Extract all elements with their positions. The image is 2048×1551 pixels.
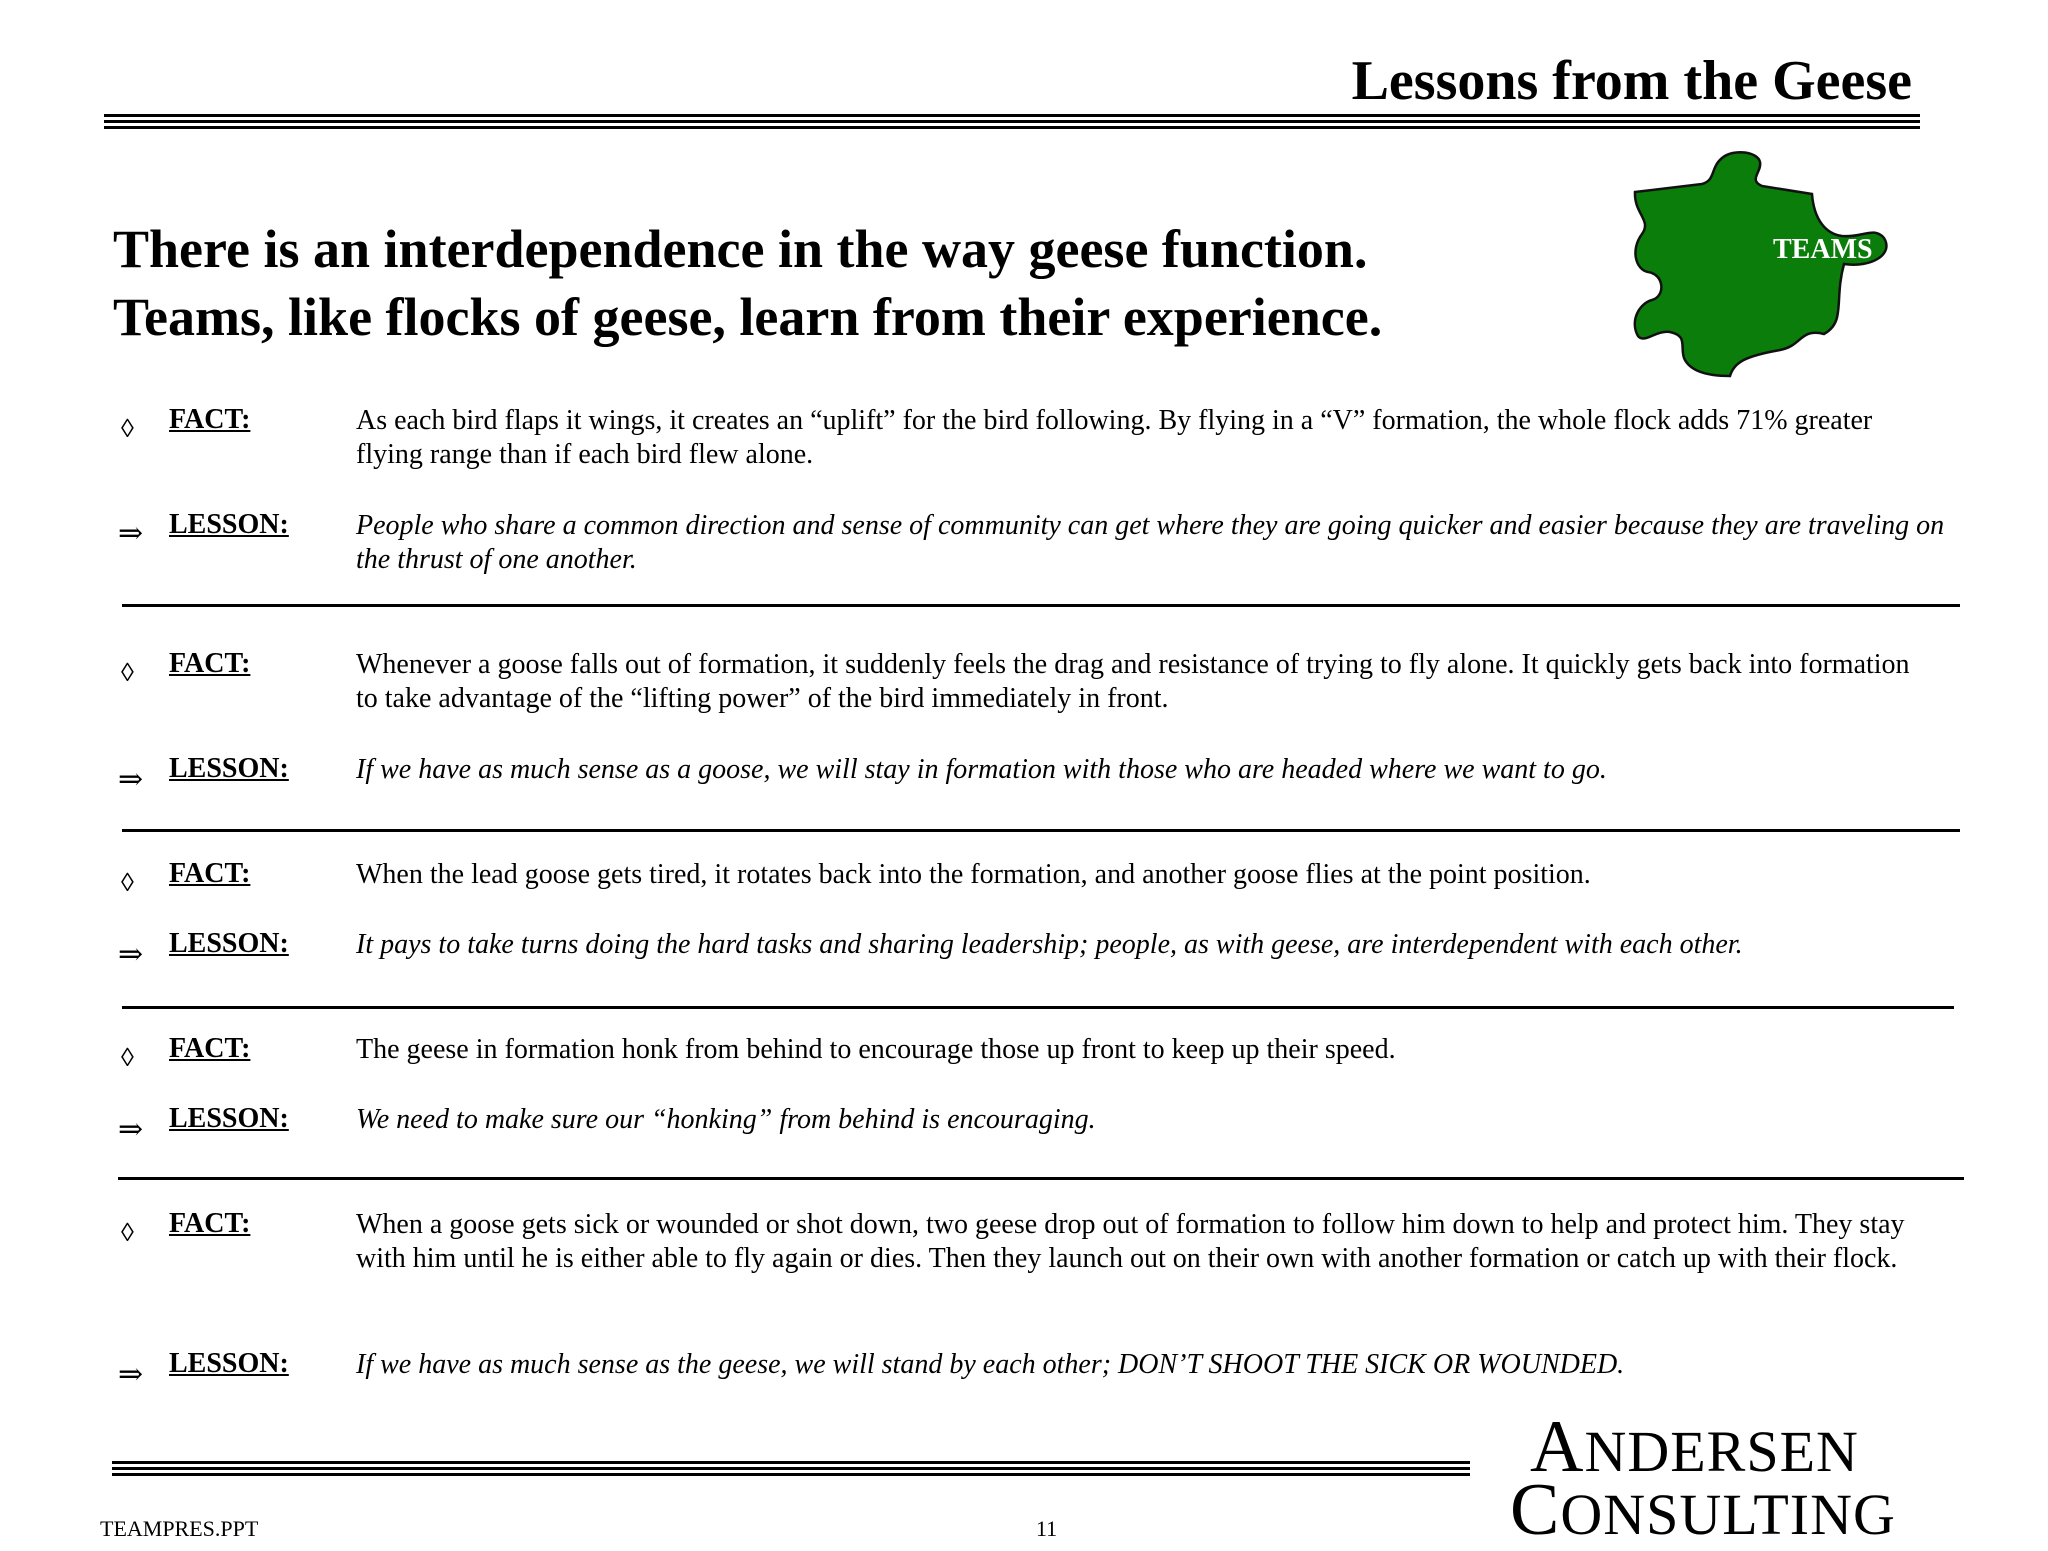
fact-text: Whenever a goose falls out of formation, it suddenly feels the drag and resistance of trying to fly alone. It quickly gets back into formation to take advantage of the “lifting power” of the bird immediately in front. <box>356 649 1910 714</box>
fact-label: FACT: <box>169 1033 251 1064</box>
diamond-bullet-icon: ◊ <box>121 1043 134 1072</box>
headline <box>113 215 1382 351</box>
lesson-label: LESSON: <box>169 1103 289 1134</box>
lesson-label: LESSON: <box>169 509 289 540</box>
headline-line-1: There is an interdependence in the way geese function. <box>113 219 1368 279</box>
diamond-bullet-icon: ◊ <box>121 868 134 897</box>
diamond-bullet-icon: ◊ <box>121 1218 134 1247</box>
page-title: Lessons from the Geese <box>1351 50 1912 112</box>
badge-label: TEAMS <box>1773 234 1873 265</box>
logo-line-2: CONSULTING <box>1510 1469 1896 1551</box>
double-arrow-icon: ⇒ <box>118 517 144 550</box>
lesson-label: LESSON: <box>169 1348 289 1379</box>
fact-text: The geese in formation honk from behind to encourage those up front to keep up their speed. <box>356 1034 1396 1065</box>
diamond-bullet-icon: ◊ <box>121 414 134 443</box>
page-number: 11 <box>1036 1516 1058 1541</box>
fact-label: FACT: <box>169 648 251 679</box>
fact-text: When the lead goose gets tired, it rotates back into the formation, and another goose flies at the point position. <box>356 859 1591 890</box>
double-arrow-icon: ⇒ <box>118 1358 144 1391</box>
lesson-text: If we have as much sense as a goose, we will stay in formation with those who are headed where we want to go. <box>356 754 1607 785</box>
double-arrow-icon: ⇒ <box>118 938 144 971</box>
fact-label: FACT: <box>169 858 251 889</box>
section-divider <box>118 1177 1964 1180</box>
lesson-text: People who share a common direction and sense of community can get where they are going quicker and easier because they are traveling on the thrust of one another. <box>356 510 1945 575</box>
section-divider <box>122 604 1960 607</box>
section-divider <box>122 829 1960 832</box>
lesson-label: LESSON: <box>169 753 289 784</box>
double-arrow-icon: ⇒ <box>118 763 144 796</box>
lesson-label: LESSON: <box>169 928 289 959</box>
section-divider <box>122 1006 1954 1009</box>
lesson-text: It pays to take turns doing the hard tasks and sharing leadership; people, as with geese, are interdependent with each other. <box>356 929 1743 960</box>
fact-text: When a goose gets sick or wounded or shot down, two geese drop out of formation to follow him down to help and protect him. They stay with him until he is either able to fly again or dies. Then they launch out on their own with another formation or catch up with their flock. <box>356 1209 1905 1274</box>
logo-line-1: ANDERSEN <box>1530 1406 1859 1488</box>
diamond-bullet-icon: ◊ <box>121 658 134 687</box>
double-arrow-icon: ⇒ <box>118 1113 144 1146</box>
footer-filename: TEAMPRES.PPT <box>100 1516 259 1541</box>
puzzle-piece-icon <box>1630 150 1960 380</box>
fact-text: As each bird flaps it wings, it creates an “uplift” for the bird following. By flying in a “V” formation, the whole flock adds 71% greater flying range than if each bird flew alone. <box>356 405 1873 470</box>
fact-label: FACT: <box>169 1208 251 1239</box>
company-logo <box>1510 1406 1896 1551</box>
headline-line-2: Teams, like flocks of geese, learn from their experience. <box>113 287 1383 347</box>
fact-label: FACT: <box>169 404 251 435</box>
lesson-text: We need to make sure our “honking” from behind is encouraging. <box>356 1104 1096 1135</box>
lesson-text: If we have as much sense as the geese, we will stand by each other; DON’T SHOOT THE SICK OR WOUNDED. <box>356 1349 1625 1380</box>
